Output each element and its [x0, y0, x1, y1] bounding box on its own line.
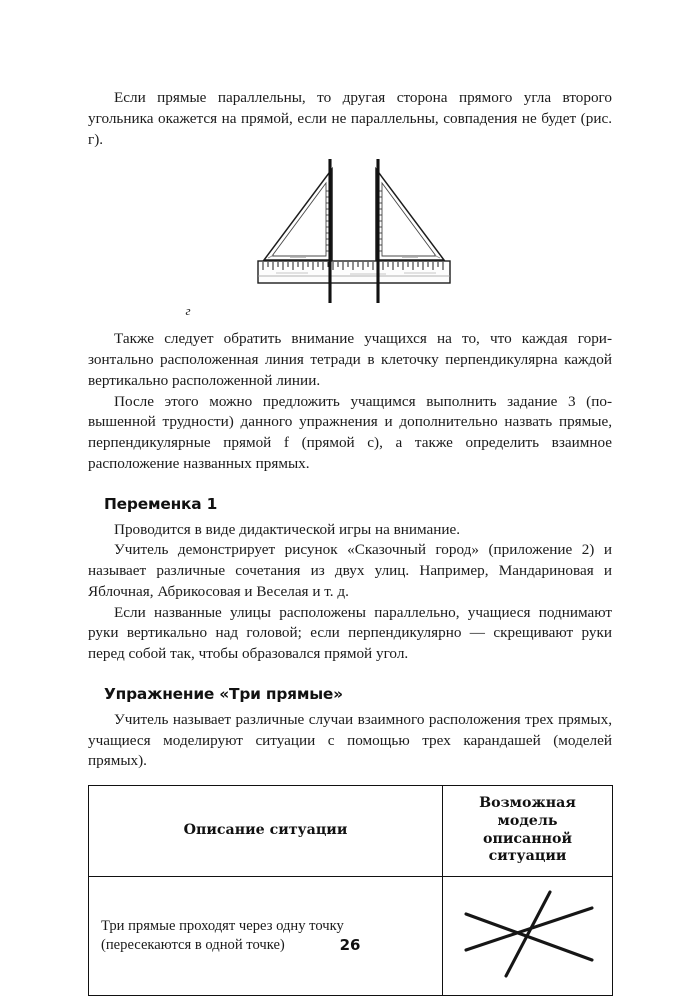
figure-caption: г	[185, 303, 191, 319]
paragraph-1: Если прямые параллельны, то другая сторона прямого угла второго угольника окажется на прямой, если не параллельны, совпадения не будет (рис. г).	[88, 89, 612, 148]
spacer	[88, 703, 612, 710]
paragraph-2: Также следует обратить внимание учащихся на то, что каждая горизонтально расположенная линия тетради в клеточку перпендикулярна каждой вертикально расположенной линии.	[88, 330, 612, 389]
heading-exercise: Упражнение «Три прямые»	[104, 684, 343, 703]
situations-table	[88, 785, 613, 996]
table-header-model-line1: Возможная модель	[479, 795, 576, 829]
table-header-row	[89, 786, 613, 877]
paragraph-4: Проводится в виде дидактической игры на внимание.	[114, 520, 461, 538]
spacer	[88, 772, 612, 785]
spacer	[88, 475, 612, 495]
paragraph-7: Учитель называет различные случаи взаимного расположения трех прямых, учащиеся моделируют ситуации с помощью трех карандашей (моделей прямых).	[88, 710, 612, 770]
description-line1: Три прямые проходят через одну точку	[101, 917, 344, 934]
paragraph-5: Учитель демонстрирует рисунок «Сказочный город» (приложение 2) и называет различные сочетания из двух улиц. Например, Мандариновая и Яблочная, Абрикосовая и Веселая и т. д.	[88, 541, 612, 600]
page-number: 26	[339, 936, 361, 954]
spacer	[88, 665, 612, 685]
table-header-model	[443, 786, 613, 877]
paragraph-6: Если названные улицы расположены параллельно, учащиеся поднимают руки вертикально над головой; если перпендикулярно — скрещивают руки перед собой так, чтобы образовался прямой угол.	[88, 603, 612, 662]
page-content	[88, 88, 612, 996]
set-squares-ruler-svg	[254, 157, 454, 307]
heading-perememenka: Переменка 1	[104, 494, 218, 513]
three-lines-one-point-diagram	[452, 888, 604, 980]
paragraph-3: После этого можно предложить учащимся выполнить задание 3 (повышенной трудности) данного упражнения и дополнительно назвать прямые, перпендикулярные прямой f (прямой c), а также определить взаимное расположение названных прямых.	[88, 392, 612, 472]
table-header-description: Описание ситуации	[89, 786, 443, 877]
description-line2: (пересекаются в одной точке)	[101, 937, 285, 953]
figure-set-squares	[88, 157, 612, 329]
spacer	[88, 150, 612, 157]
spacer	[88, 513, 612, 520]
table-header-model-line2: описанной ситуации	[483, 830, 572, 865]
